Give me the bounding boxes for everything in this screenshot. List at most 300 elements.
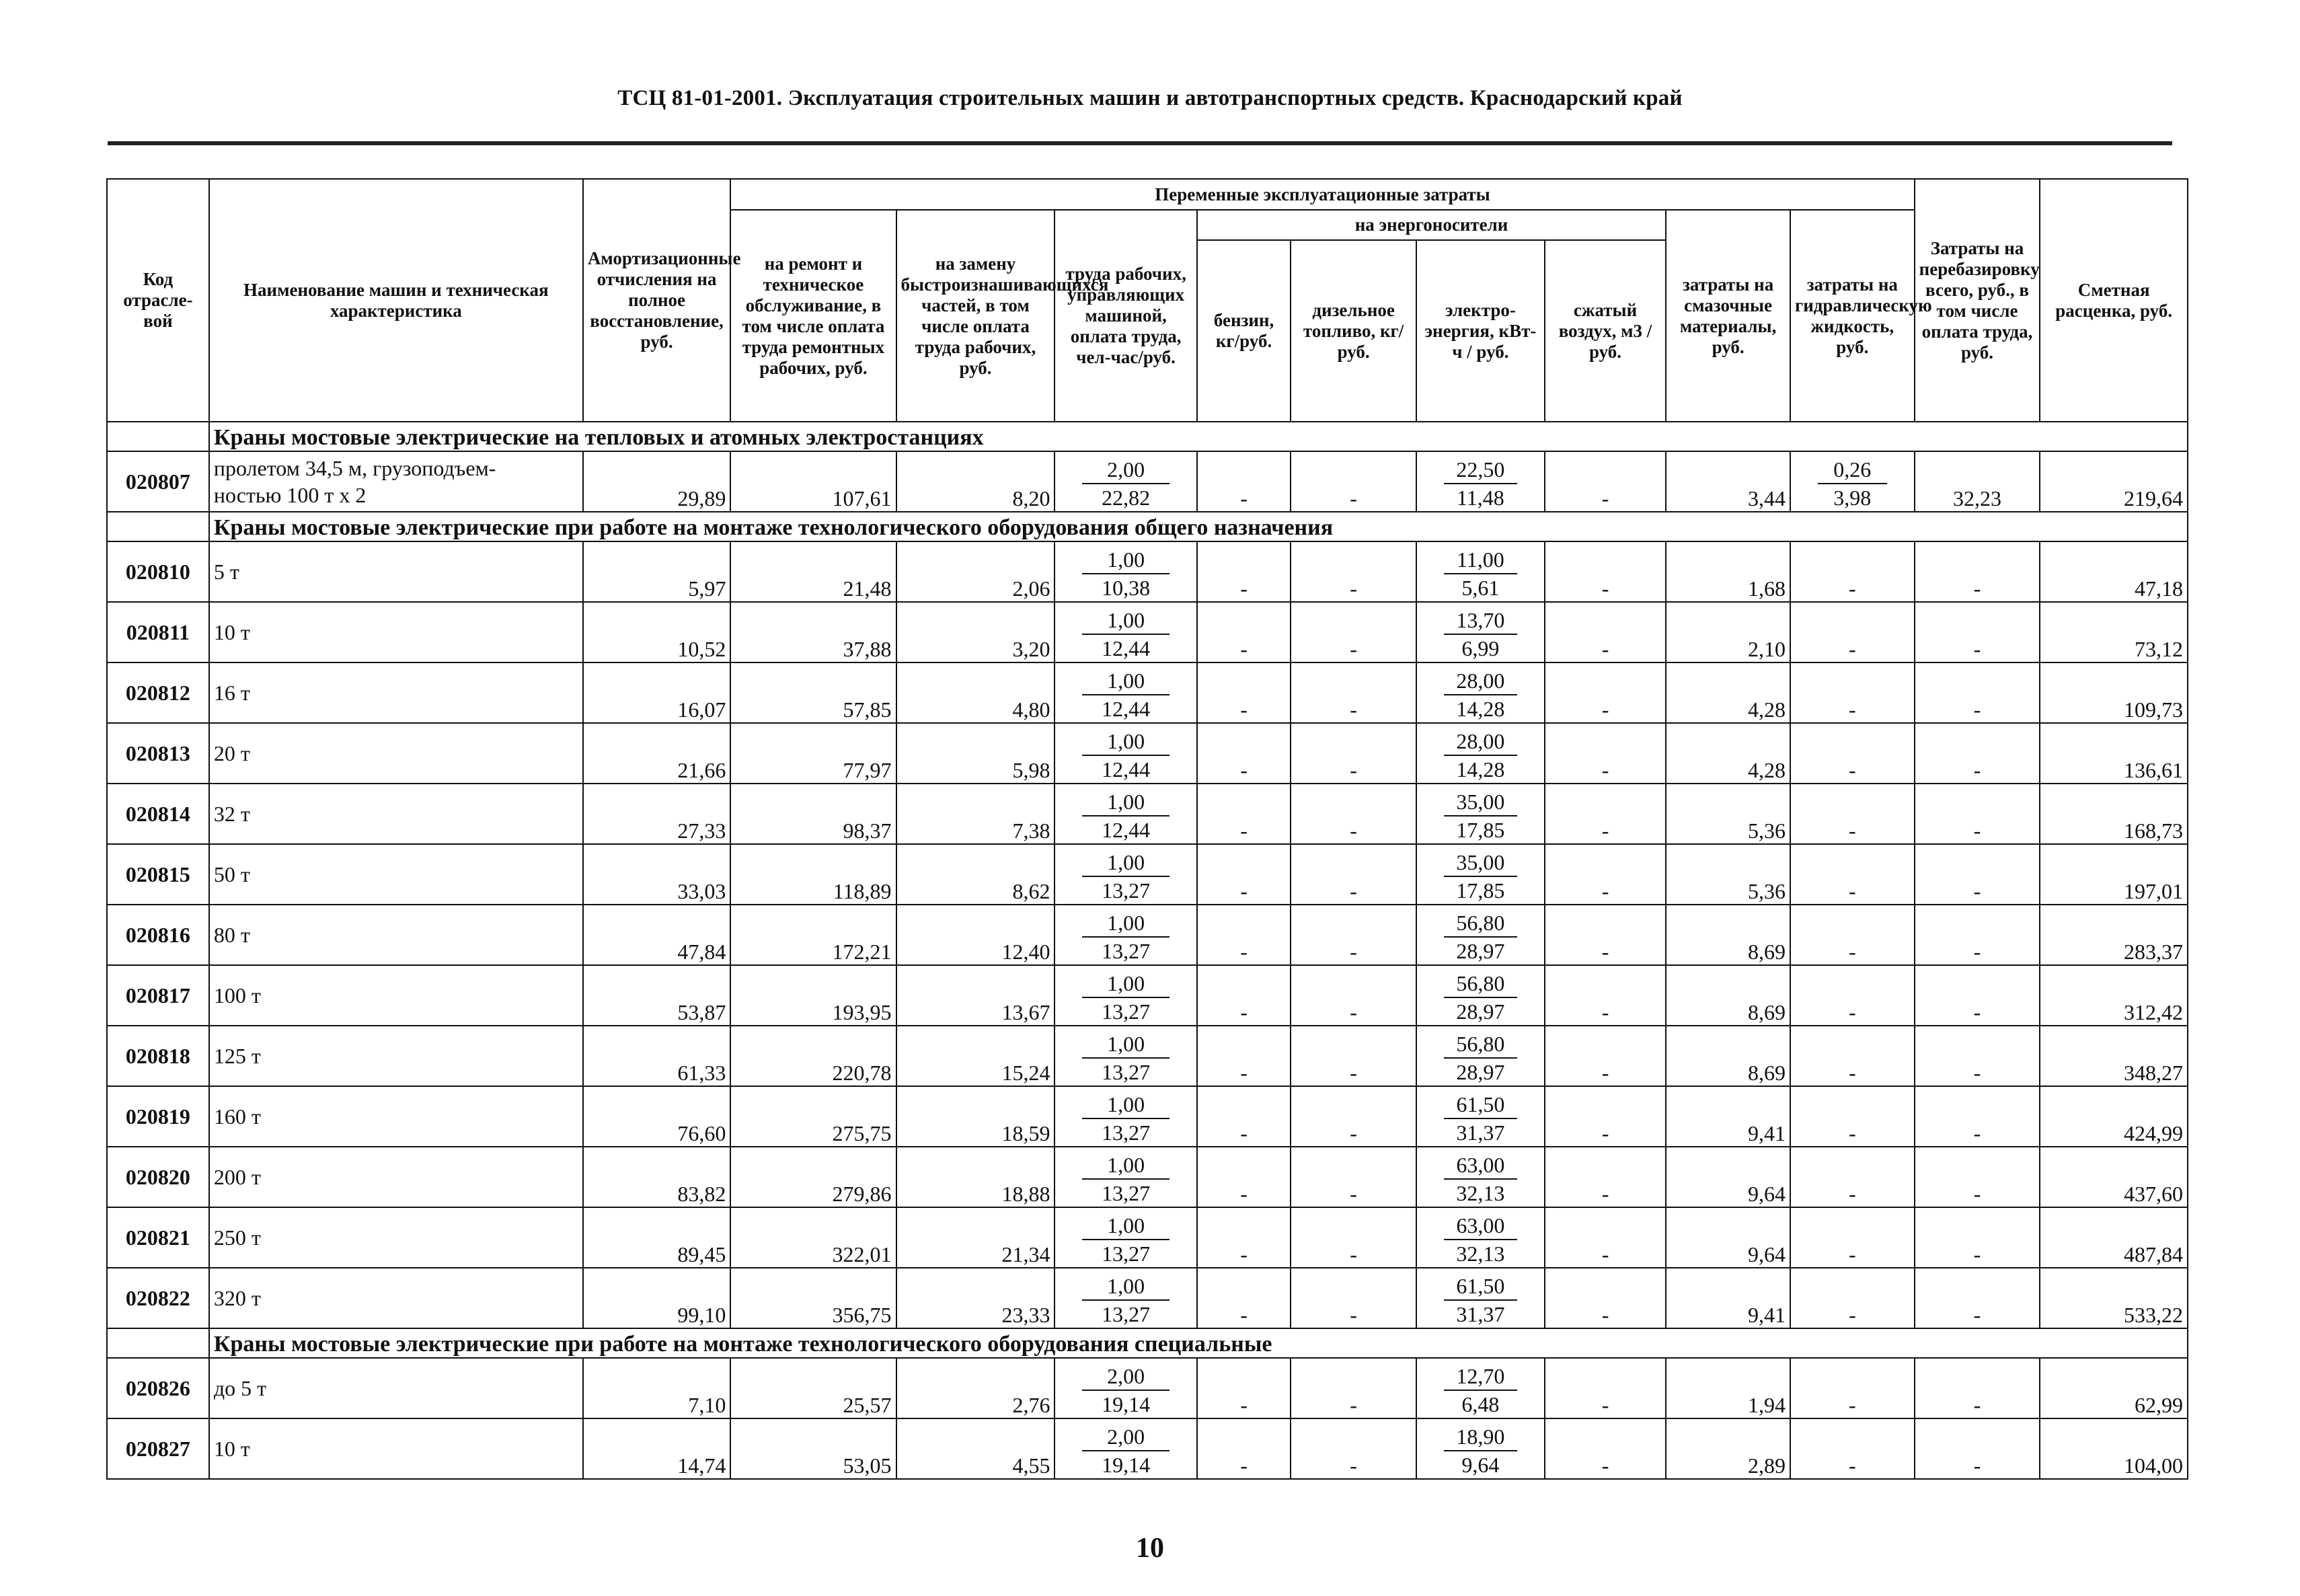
- electric-value: [1416, 844, 1545, 905]
- labor-value-lower: 12,44: [1102, 757, 1151, 782]
- table-row: [107, 1086, 2188, 1147]
- total-value: 533,22: [2040, 1268, 2188, 1328]
- machine-name: 10 т: [209, 1418, 583, 1479]
- labor-value-lower: 13,27: [1102, 1302, 1151, 1326]
- electric-value-upper: 28,00: [1444, 667, 1517, 695]
- diesel-value: -: [1291, 1207, 1416, 1268]
- lubricants-value: 8,69: [1666, 965, 1790, 1026]
- table-row: [107, 1026, 2188, 1086]
- lubricants-value: 5,36: [1666, 784, 1790, 844]
- total-value: 197,01: [2040, 844, 2188, 905]
- parts-value: 18,88: [896, 1147, 1055, 1207]
- page-number: 10: [1136, 1533, 1164, 1564]
- amortization-value: 21,66: [583, 723, 731, 784]
- header-diesel: дизельное топливо, кг/руб.: [1291, 240, 1416, 422]
- diesel-value: -: [1291, 602, 1416, 662]
- electric-value-lower: 14,28: [1456, 757, 1505, 782]
- labor-value: [1055, 965, 1196, 1026]
- electric-value-upper: 56,80: [1444, 909, 1517, 938]
- air-value: -: [1545, 1207, 1666, 1268]
- petrol-value: -: [1197, 1026, 1291, 1086]
- electric-value: [1416, 784, 1545, 844]
- repair-value: 57,85: [730, 662, 896, 723]
- labor-value-upper: 1,00: [1082, 1091, 1169, 1119]
- table-row: [107, 451, 2188, 512]
- labor-value-upper: 2,00: [1082, 1363, 1169, 1391]
- machine-name: 200 т: [209, 1147, 583, 1207]
- transport-value: -: [1915, 784, 2040, 844]
- air-value: -: [1545, 1358, 1666, 1418]
- hydraulic-value: -: [1790, 1358, 1915, 1418]
- transport-value: -: [1915, 965, 2040, 1026]
- diesel-value: -: [1291, 1026, 1416, 1086]
- labor-value-lower: 13,27: [1102, 1242, 1151, 1266]
- total-value: 62,99: [2040, 1358, 2188, 1418]
- parts-value: 8,20: [896, 451, 1055, 512]
- diesel-value: -: [1291, 784, 1416, 844]
- table-row: [107, 541, 2188, 602]
- electric-value-upper: 56,80: [1444, 1030, 1517, 1059]
- labor-value-upper: 1,00: [1082, 788, 1169, 816]
- transport-value: -: [1915, 844, 2040, 905]
- labor-value-lower: 19,14: [1102, 1392, 1151, 1416]
- air-value: -: [1545, 1418, 1666, 1479]
- parts-value: 4,55: [896, 1418, 1055, 1479]
- electric-value-lower: 14,28: [1456, 697, 1505, 721]
- section-spacer: [107, 422, 209, 451]
- header-code: Код отрасле-вой: [107, 179, 209, 422]
- header-variable-costs: Переменные эксплуатационные затраты: [730, 179, 1914, 210]
- parts-value: 5,98: [896, 723, 1055, 784]
- repair-value: 193,95: [730, 965, 896, 1026]
- electric-value: [1416, 451, 1545, 512]
- amortization-value: 61,33: [583, 1026, 731, 1086]
- air-value: -: [1545, 784, 1666, 844]
- air-value: -: [1545, 905, 1666, 965]
- machine-name: 16 т: [209, 662, 583, 723]
- petrol-value: -: [1197, 662, 1291, 723]
- hydraulic-value-upper: 0,26: [1818, 456, 1887, 484]
- machine-code: 020815: [107, 844, 209, 905]
- section-heading: Краны мостовые электрические при работе на монтаже технологического оборудования общего назначения: [209, 512, 2188, 541]
- lubricants-value: 3,44: [1666, 451, 1790, 512]
- labor-value: [1055, 1026, 1196, 1086]
- repair-value: 118,89: [730, 844, 896, 905]
- hydraulic-value: -: [1790, 1268, 1915, 1328]
- petrol-value: -: [1197, 451, 1291, 512]
- hydraulic-value: -: [1790, 1147, 1915, 1207]
- labor-value-lower: 10,38: [1102, 576, 1151, 600]
- table-body: [107, 422, 2188, 1479]
- petrol-value: -: [1197, 844, 1291, 905]
- machine-code: 020814: [107, 784, 209, 844]
- lubricants-value: 8,69: [1666, 905, 1790, 965]
- amortization-value: 33,03: [583, 844, 731, 905]
- machine-name: пролетом 34,5 м, грузоподъем- ностью 100 т х 2: [209, 451, 583, 512]
- lubricants-value: 9,64: [1666, 1147, 1790, 1207]
- hydraulic-value: -: [1790, 602, 1915, 662]
- labor-value: [1055, 905, 1196, 965]
- electric-value: [1416, 662, 1545, 723]
- petrol-value: -: [1197, 965, 1291, 1026]
- hydraulic-value: [1790, 451, 1915, 512]
- hydraulic-value-lower: 3,98: [1833, 486, 1872, 510]
- diesel-value: -: [1291, 541, 1416, 602]
- petrol-value: -: [1197, 1268, 1291, 1328]
- lubricants-value: 8,69: [1666, 1026, 1790, 1086]
- electric-value-upper: 56,80: [1444, 970, 1517, 998]
- hydraulic-value: -: [1790, 1418, 1915, 1479]
- repair-value: 107,61: [730, 451, 896, 512]
- machine-name: 320 т: [209, 1268, 583, 1328]
- petrol-value: -: [1197, 723, 1291, 784]
- repair-value: 172,21: [730, 905, 896, 965]
- total-value: 168,73: [2040, 784, 2188, 844]
- air-value: -: [1545, 844, 1666, 905]
- transport-value: -: [1915, 1207, 2040, 1268]
- table-row: [107, 662, 2188, 723]
- header-petrol: бензин, кг/руб.: [1197, 240, 1291, 422]
- electric-value-upper: 28,00: [1444, 728, 1517, 756]
- air-value: -: [1545, 662, 1666, 723]
- total-value: 104,00: [2040, 1418, 2188, 1479]
- parts-value: 15,24: [896, 1026, 1055, 1086]
- repair-value: 77,97: [730, 723, 896, 784]
- labor-value-upper: 1,00: [1082, 667, 1169, 695]
- section-spacer: [107, 512, 209, 541]
- transport-value: -: [1915, 541, 2040, 602]
- section-spacer: [107, 1328, 209, 1358]
- lubricants-value: 2,10: [1666, 602, 1790, 662]
- diesel-value: -: [1291, 905, 1416, 965]
- diesel-value: -: [1291, 1268, 1416, 1328]
- total-value: 219,64: [2040, 451, 2188, 512]
- total-value: 312,42: [2040, 965, 2188, 1026]
- machine-code: 020818: [107, 1026, 209, 1086]
- labor-value-lower: 13,27: [1102, 878, 1151, 903]
- electric-value: [1416, 1268, 1545, 1328]
- labor-value-upper: 1,00: [1082, 1212, 1169, 1240]
- total-value: 437,60: [2040, 1147, 2188, 1207]
- electric-value-lower: 5,61: [1461, 576, 1500, 600]
- total-value: 424,99: [2040, 1086, 2188, 1147]
- petrol-value: -: [1197, 541, 1291, 602]
- header-amortization: Амортизационные отчисления на полное восстановление, руб.: [583, 179, 731, 422]
- machine-name: 80 т: [209, 905, 583, 965]
- labor-value-upper: 1,00: [1082, 849, 1169, 877]
- electric-value: [1416, 1147, 1545, 1207]
- lubricants-value: 4,28: [1666, 723, 1790, 784]
- electric-value: [1416, 1418, 1545, 1479]
- electric-value: [1416, 1086, 1545, 1147]
- repair-value: 53,05: [730, 1418, 896, 1479]
- electric-value: [1416, 1026, 1545, 1086]
- transport-value: -: [1915, 1147, 2040, 1207]
- electric-value: [1416, 602, 1545, 662]
- electric-value-upper: 18,90: [1444, 1423, 1517, 1451]
- petrol-value: -: [1197, 602, 1291, 662]
- total-value: 136,61: [2040, 723, 2188, 784]
- amortization-value: 83,82: [583, 1147, 731, 1207]
- repair-value: 220,78: [730, 1026, 896, 1086]
- electric-value: [1416, 723, 1545, 784]
- amortization-value: 29,89: [583, 451, 731, 512]
- machine-name: 160 т: [209, 1086, 583, 1147]
- machine-name: 125 т: [209, 1026, 583, 1086]
- labor-value-lower: 12,44: [1102, 636, 1151, 660]
- air-value: -: [1545, 965, 1666, 1026]
- machine-code: 020827: [107, 1418, 209, 1479]
- labor-value-upper: 1,00: [1082, 607, 1169, 635]
- transport-value: -: [1915, 1086, 2040, 1147]
- transport-value: -: [1915, 1026, 2040, 1086]
- electric-value-upper: 11,00: [1444, 546, 1517, 574]
- table-row: [107, 1147, 2188, 1207]
- table-row: [107, 1358, 2188, 1418]
- diesel-value: -: [1291, 844, 1416, 905]
- machine-code: 020817: [107, 965, 209, 1026]
- repair-value: 21,48: [730, 541, 896, 602]
- electric-value-lower: 9,64: [1461, 1453, 1500, 1477]
- electric-value-lower: 28,97: [1456, 939, 1505, 963]
- labor-value: [1055, 1207, 1196, 1268]
- repair-value: 98,37: [730, 784, 896, 844]
- labor-value-upper: 1,00: [1082, 728, 1169, 756]
- electric-value-lower: 31,37: [1456, 1120, 1505, 1145]
- machine-code: 020821: [107, 1207, 209, 1268]
- labor-value: [1055, 1086, 1196, 1147]
- machine-name: 32 т: [209, 784, 583, 844]
- transport-value: -: [1915, 1268, 2040, 1328]
- price-table: [106, 178, 2188, 1480]
- table-row: [107, 723, 2188, 784]
- electric-value-lower: 6,99: [1461, 636, 1500, 660]
- repair-value: 25,57: [730, 1358, 896, 1418]
- repair-value: 275,75: [730, 1086, 896, 1147]
- total-value: 109,73: [2040, 662, 2188, 723]
- amortization-value: 5,97: [583, 541, 731, 602]
- parts-value: 18,59: [896, 1086, 1055, 1147]
- parts-value: 2,76: [896, 1358, 1055, 1418]
- machine-code: 020820: [107, 1147, 209, 1207]
- labor-value: [1055, 451, 1196, 512]
- parts-value: 2,06: [896, 541, 1055, 602]
- electric-value-lower: 28,97: [1456, 1060, 1505, 1084]
- hydraulic-value: -: [1790, 723, 1915, 784]
- electric-value-lower: 11,48: [1456, 486, 1504, 510]
- labor-value-lower: 13,27: [1102, 1060, 1151, 1084]
- transport-value: -: [1915, 1358, 2040, 1418]
- parts-value: 7,38: [896, 784, 1055, 844]
- air-value: -: [1545, 723, 1666, 784]
- diesel-value: -: [1291, 723, 1416, 784]
- amortization-value: 16,07: [583, 662, 731, 723]
- electric-value-lower: 32,13: [1456, 1181, 1505, 1205]
- electric-value-upper: 63,00: [1444, 1151, 1517, 1180]
- machine-name: до 5 т: [209, 1358, 583, 1418]
- header-electric: электро-энергия, кВт-ч / руб.: [1416, 240, 1545, 422]
- labor-value-lower: 22,82: [1102, 486, 1151, 510]
- machine-name: 5 т: [209, 541, 583, 602]
- electric-value-upper: 13,70: [1444, 607, 1517, 635]
- repair-value: 37,88: [730, 602, 896, 662]
- section-row: [107, 1328, 2188, 1358]
- diesel-value: -: [1291, 1358, 1416, 1418]
- electric-value-upper: 12,70: [1444, 1363, 1517, 1391]
- lubricants-value: 9,64: [1666, 1207, 1790, 1268]
- lubricants-value: 1,94: [1666, 1358, 1790, 1418]
- header-repair: на ремонт и техническое обслуживание, в том числе оплата труда ремонтных рабочих, руб.: [730, 210, 896, 422]
- transport-value: -: [1915, 723, 2040, 784]
- header-rule: [108, 141, 2172, 145]
- diesel-value: -: [1291, 965, 1416, 1026]
- table-header: [107, 179, 2188, 422]
- electric-value-upper: 63,00: [1444, 1212, 1517, 1240]
- air-value: -: [1545, 541, 1666, 602]
- amortization-value: 53,87: [583, 965, 731, 1026]
- amortization-value: 89,45: [583, 1207, 731, 1268]
- total-value: 73,12: [2040, 602, 2188, 662]
- electric-value: [1416, 905, 1545, 965]
- machine-name: 50 т: [209, 844, 583, 905]
- machine-code: 020811: [107, 602, 209, 662]
- labor-value-upper: 2,00: [1082, 1423, 1169, 1451]
- lubricants-value: 5,36: [1666, 844, 1790, 905]
- parts-value: 21,34: [896, 1207, 1055, 1268]
- transport-value: -: [1915, 1418, 2040, 1479]
- diesel-value: -: [1291, 451, 1416, 512]
- table-row: [107, 844, 2188, 905]
- section-heading: Краны мостовые электрические на тепловых и атомных электростанциях: [209, 422, 2188, 451]
- machine-code: 020826: [107, 1358, 209, 1418]
- machine-code: 020816: [107, 905, 209, 965]
- table-row: [107, 965, 2188, 1026]
- table-row: [107, 1418, 2188, 1479]
- petrol-value: -: [1197, 784, 1291, 844]
- electric-value-lower: 32,13: [1456, 1242, 1505, 1266]
- electric-value: [1416, 1358, 1545, 1418]
- parts-value: 3,20: [896, 602, 1055, 662]
- labor-value: [1055, 541, 1196, 602]
- labor-value: [1055, 1268, 1196, 1328]
- table-row: [107, 784, 2188, 844]
- hydraulic-value: -: [1790, 844, 1915, 905]
- diesel-value: -: [1291, 1418, 1416, 1479]
- lubricants-value: 4,28: [1666, 662, 1790, 723]
- electric-value-upper: 22,50: [1444, 456, 1517, 484]
- labor-value: [1055, 723, 1196, 784]
- air-value: -: [1545, 1268, 1666, 1328]
- electric-value-lower: 28,97: [1456, 999, 1505, 1024]
- amortization-value: 76,60: [583, 1086, 731, 1147]
- labor-value-upper: 2,00: [1082, 456, 1169, 484]
- electric-value-upper: 61,50: [1444, 1091, 1517, 1119]
- electric-value-lower: 17,85: [1456, 818, 1505, 842]
- petrol-value: -: [1197, 1147, 1291, 1207]
- electric-value-lower: 31,37: [1456, 1302, 1505, 1326]
- hydraulic-value: -: [1790, 784, 1915, 844]
- header-lubricants: затраты на смазочные материалы, руб.: [1666, 210, 1790, 422]
- amortization-value: 99,10: [583, 1268, 731, 1328]
- petrol-value: -: [1197, 1207, 1291, 1268]
- transport-value: -: [1915, 905, 2040, 965]
- parts-value: 8,62: [896, 844, 1055, 905]
- header-name: Наименование машин и техническая характеристика: [209, 179, 583, 422]
- petrol-value: -: [1197, 905, 1291, 965]
- parts-value: 4,80: [896, 662, 1055, 723]
- section-heading: Краны мостовые электрические при работе на монтаже технологического оборудования специальные: [209, 1328, 2188, 1358]
- machine-name: 100 т: [209, 965, 583, 1026]
- labor-value-upper: 1,00: [1082, 1030, 1169, 1059]
- labor-value-upper: 1,00: [1082, 909, 1169, 938]
- parts-value: 12,40: [896, 905, 1055, 965]
- air-value: -: [1545, 602, 1666, 662]
- petrol-value: -: [1197, 1358, 1291, 1418]
- header-parts: на замену быстроизнашивающихся частей, в том числе оплата труда рабочих, руб.: [896, 210, 1055, 422]
- electric-value-lower: 6,48: [1461, 1392, 1500, 1416]
- amortization-value: 14,74: [583, 1418, 731, 1479]
- diesel-value: -: [1291, 1086, 1416, 1147]
- header-energy: на энергоносители: [1197, 210, 1666, 240]
- labor-value: [1055, 662, 1196, 723]
- machine-name: 20 т: [209, 723, 583, 784]
- labor-value-upper: 1,00: [1082, 1272, 1169, 1301]
- parts-value: 13,67: [896, 965, 1055, 1026]
- labor-value-upper: 1,00: [1082, 546, 1169, 574]
- machine-name: 10 т: [209, 602, 583, 662]
- table-row: [107, 602, 2188, 662]
- transport-value: -: [1915, 662, 2040, 723]
- labor-value-upper: 1,00: [1082, 1151, 1169, 1180]
- machine-code: 020810: [107, 541, 209, 602]
- machine-code: 020819: [107, 1086, 209, 1147]
- lubricants-value: 9,41: [1666, 1268, 1790, 1328]
- machine-name: 250 т: [209, 1207, 583, 1268]
- header-air: сжатый воздух, м3 / руб.: [1545, 240, 1666, 422]
- electric-value-upper: 61,50: [1444, 1272, 1517, 1301]
- labor-value: [1055, 602, 1196, 662]
- section-row: [107, 422, 2188, 451]
- air-value: -: [1545, 451, 1666, 512]
- electric-value-upper: 35,00: [1444, 849, 1517, 877]
- machine-code: 020813: [107, 723, 209, 784]
- section-row: [107, 512, 2188, 541]
- air-value: -: [1545, 1026, 1666, 1086]
- petrol-value: -: [1197, 1086, 1291, 1147]
- header-hydraulic: затраты на гидравлическую жидкость, руб.: [1790, 210, 1915, 422]
- amortization-value: 27,33: [583, 784, 731, 844]
- labor-value-lower: 13,27: [1102, 999, 1151, 1024]
- lubricants-value: 1,68: [1666, 541, 1790, 602]
- diesel-value: -: [1291, 1147, 1416, 1207]
- lubricants-value: 2,89: [1666, 1418, 1790, 1479]
- labor-value: [1055, 784, 1196, 844]
- hydraulic-value: -: [1790, 1086, 1915, 1147]
- amortization-value: 10,52: [583, 602, 731, 662]
- transport-value: 32,23: [1915, 451, 2040, 512]
- total-value: 487,84: [2040, 1207, 2188, 1268]
- table-row: [107, 1207, 2188, 1268]
- labor-value-lower: 12,44: [1102, 818, 1151, 842]
- labor-value: [1055, 1358, 1196, 1418]
- electric-value: [1416, 1207, 1545, 1268]
- labor-value: [1055, 1147, 1196, 1207]
- hydraulic-value: -: [1790, 541, 1915, 602]
- header-transport: Затраты на перебазировку всего, руб., в том числе оплата труда, руб.: [1915, 179, 2040, 422]
- total-value: 348,27: [2040, 1026, 2188, 1086]
- diesel-value: -: [1291, 662, 1416, 723]
- air-value: -: [1545, 1086, 1666, 1147]
